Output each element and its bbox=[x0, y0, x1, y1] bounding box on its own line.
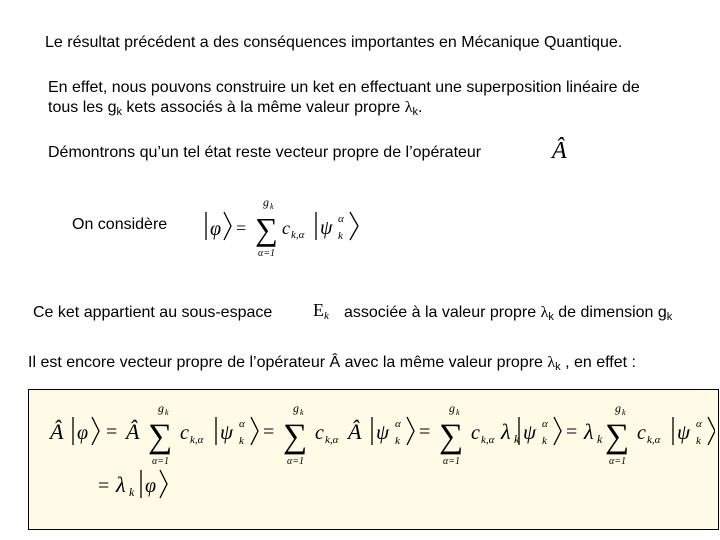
psi-subscript: k bbox=[542, 435, 547, 447]
sum-lower-limit: α=1 bbox=[609, 456, 626, 467]
operator-a-hat: Â bbox=[50, 419, 64, 444]
ket-angle bbox=[251, 417, 258, 445]
psi-superscript: α bbox=[395, 418, 401, 430]
paragraph-1-line-2: tous les $g_k$ kets associés à la même valeur propre $\lambda_k$. bbox=[48, 99, 423, 118]
subspace-line-prefix: Ce ket appartient au sous-espace bbox=[33, 304, 273, 321]
sum-upper-limit: g bbox=[263, 195, 269, 209]
psi-subscript: k bbox=[239, 435, 244, 447]
svg-text:φ: φ bbox=[145, 475, 157, 497]
coefficient-subscript: k,α bbox=[190, 434, 204, 446]
psi-symbol: ψ bbox=[677, 420, 691, 444]
coefficient: c bbox=[637, 422, 646, 444]
sum-upper-limit: g bbox=[615, 401, 621, 415]
sum-lower-limit: α=1 bbox=[443, 456, 460, 467]
sum-symbol: ∑ bbox=[605, 418, 630, 455]
svg-text:c: c bbox=[282, 218, 290, 238]
svg-text:k: k bbox=[270, 202, 274, 211]
lambda-symbol: λ bbox=[501, 419, 511, 444]
equals-sign: = bbox=[419, 421, 431, 443]
psi-superscript: α bbox=[696, 418, 702, 430]
coefficient: c bbox=[180, 422, 189, 444]
eigen-line: Il est encore vecteur propre de l’opérateur Â avec la même valeur propre $\lambda_k$ , en effet : bbox=[28, 354, 636, 373]
coefficient: c bbox=[315, 422, 324, 444]
svg-text:ψ: ψ bbox=[320, 217, 333, 239]
psi-superscript: α bbox=[239, 418, 245, 430]
consider-label: On considère bbox=[72, 216, 168, 233]
coefficient-subscript: k,α bbox=[325, 434, 339, 446]
ket-angle bbox=[554, 417, 561, 445]
sum-upper-limit: g bbox=[449, 401, 455, 415]
operator-a-hat: Â bbox=[126, 419, 140, 444]
coefficient-subscript: k,α bbox=[481, 434, 495, 446]
svg-text:k: k bbox=[129, 485, 135, 499]
sum-upper-sub: k bbox=[165, 408, 169, 417]
sum-upper-limit: g bbox=[293, 401, 299, 415]
psi-symbol: ψ bbox=[523, 420, 537, 444]
psi-symbol: ψ bbox=[376, 420, 390, 444]
operator-a-hat: Â bbox=[552, 138, 567, 164]
coefficient: c bbox=[471, 422, 480, 444]
svg-text:α: α bbox=[338, 213, 344, 225]
ket-angle bbox=[708, 417, 715, 445]
psi-symbol: ψ bbox=[220, 420, 234, 444]
sum-lower-limit: α=1 bbox=[152, 456, 169, 467]
equals-sign: = bbox=[263, 421, 275, 443]
paragraph-2-text: Démontrons qu’un tel état reste vecteur propre de l’opérateur bbox=[48, 144, 482, 161]
svg-text:∑: ∑ bbox=[255, 211, 278, 247]
sum-lower-limit: α=1 bbox=[287, 456, 304, 467]
svg-text:φ: φ bbox=[210, 218, 222, 240]
sum-symbol: ∑ bbox=[283, 418, 308, 455]
lambda-symbol: λ bbox=[584, 419, 594, 444]
sum-symbol: ∑ bbox=[148, 418, 173, 455]
second-line-equals: = bbox=[98, 475, 110, 497]
coefficient-subscript: k,α bbox=[647, 434, 661, 446]
sum-upper-limit: g bbox=[158, 401, 164, 415]
sum-lower-limit: α=1 bbox=[258, 248, 275, 259]
header-text: Le résultat précédent a des conséquences importantes en Mécanique Quantique. bbox=[45, 34, 623, 51]
lambda-subscript: k bbox=[514, 432, 520, 446]
ket-angle bbox=[92, 417, 99, 445]
lambda-subscript: k bbox=[597, 432, 603, 446]
svg-text:=: = bbox=[236, 218, 247, 238]
ket-angle bbox=[407, 417, 414, 445]
second-line-lambda: λ bbox=[116, 472, 126, 497]
svg-text:k,α: k,α bbox=[291, 229, 305, 241]
second-line bbox=[98, 470, 167, 499]
equals-sign: = bbox=[106, 421, 118, 443]
svg-text:k: k bbox=[338, 230, 343, 242]
eigenvalue-equation bbox=[30, 392, 715, 527]
sum-upper-sub: k bbox=[456, 408, 460, 417]
sum-upper-sub: k bbox=[300, 408, 304, 417]
phi-symbol: φ bbox=[77, 422, 89, 444]
sum-upper-sub: k bbox=[622, 408, 626, 417]
psi-subscript: k bbox=[395, 435, 400, 447]
paragraph-1-line-1: En effet, nous pouvons construire un ket en effectuant une superposition linéaire de bbox=[48, 79, 640, 96]
sum-symbol: ∑ bbox=[439, 418, 464, 455]
ket-phi-definition-formula bbox=[198, 190, 373, 265]
psi-subscript: k bbox=[696, 435, 701, 447]
operator-a-hat: Â bbox=[348, 419, 362, 444]
subspace-line-suffix: associée à la valeur propre $\lambda_k$ de dimension $g_k$ bbox=[344, 304, 673, 323]
subspace-e-k: $E_k$ bbox=[313, 300, 329, 322]
equals-sign: = bbox=[566, 421, 578, 443]
psi-superscript: α bbox=[542, 418, 548, 430]
